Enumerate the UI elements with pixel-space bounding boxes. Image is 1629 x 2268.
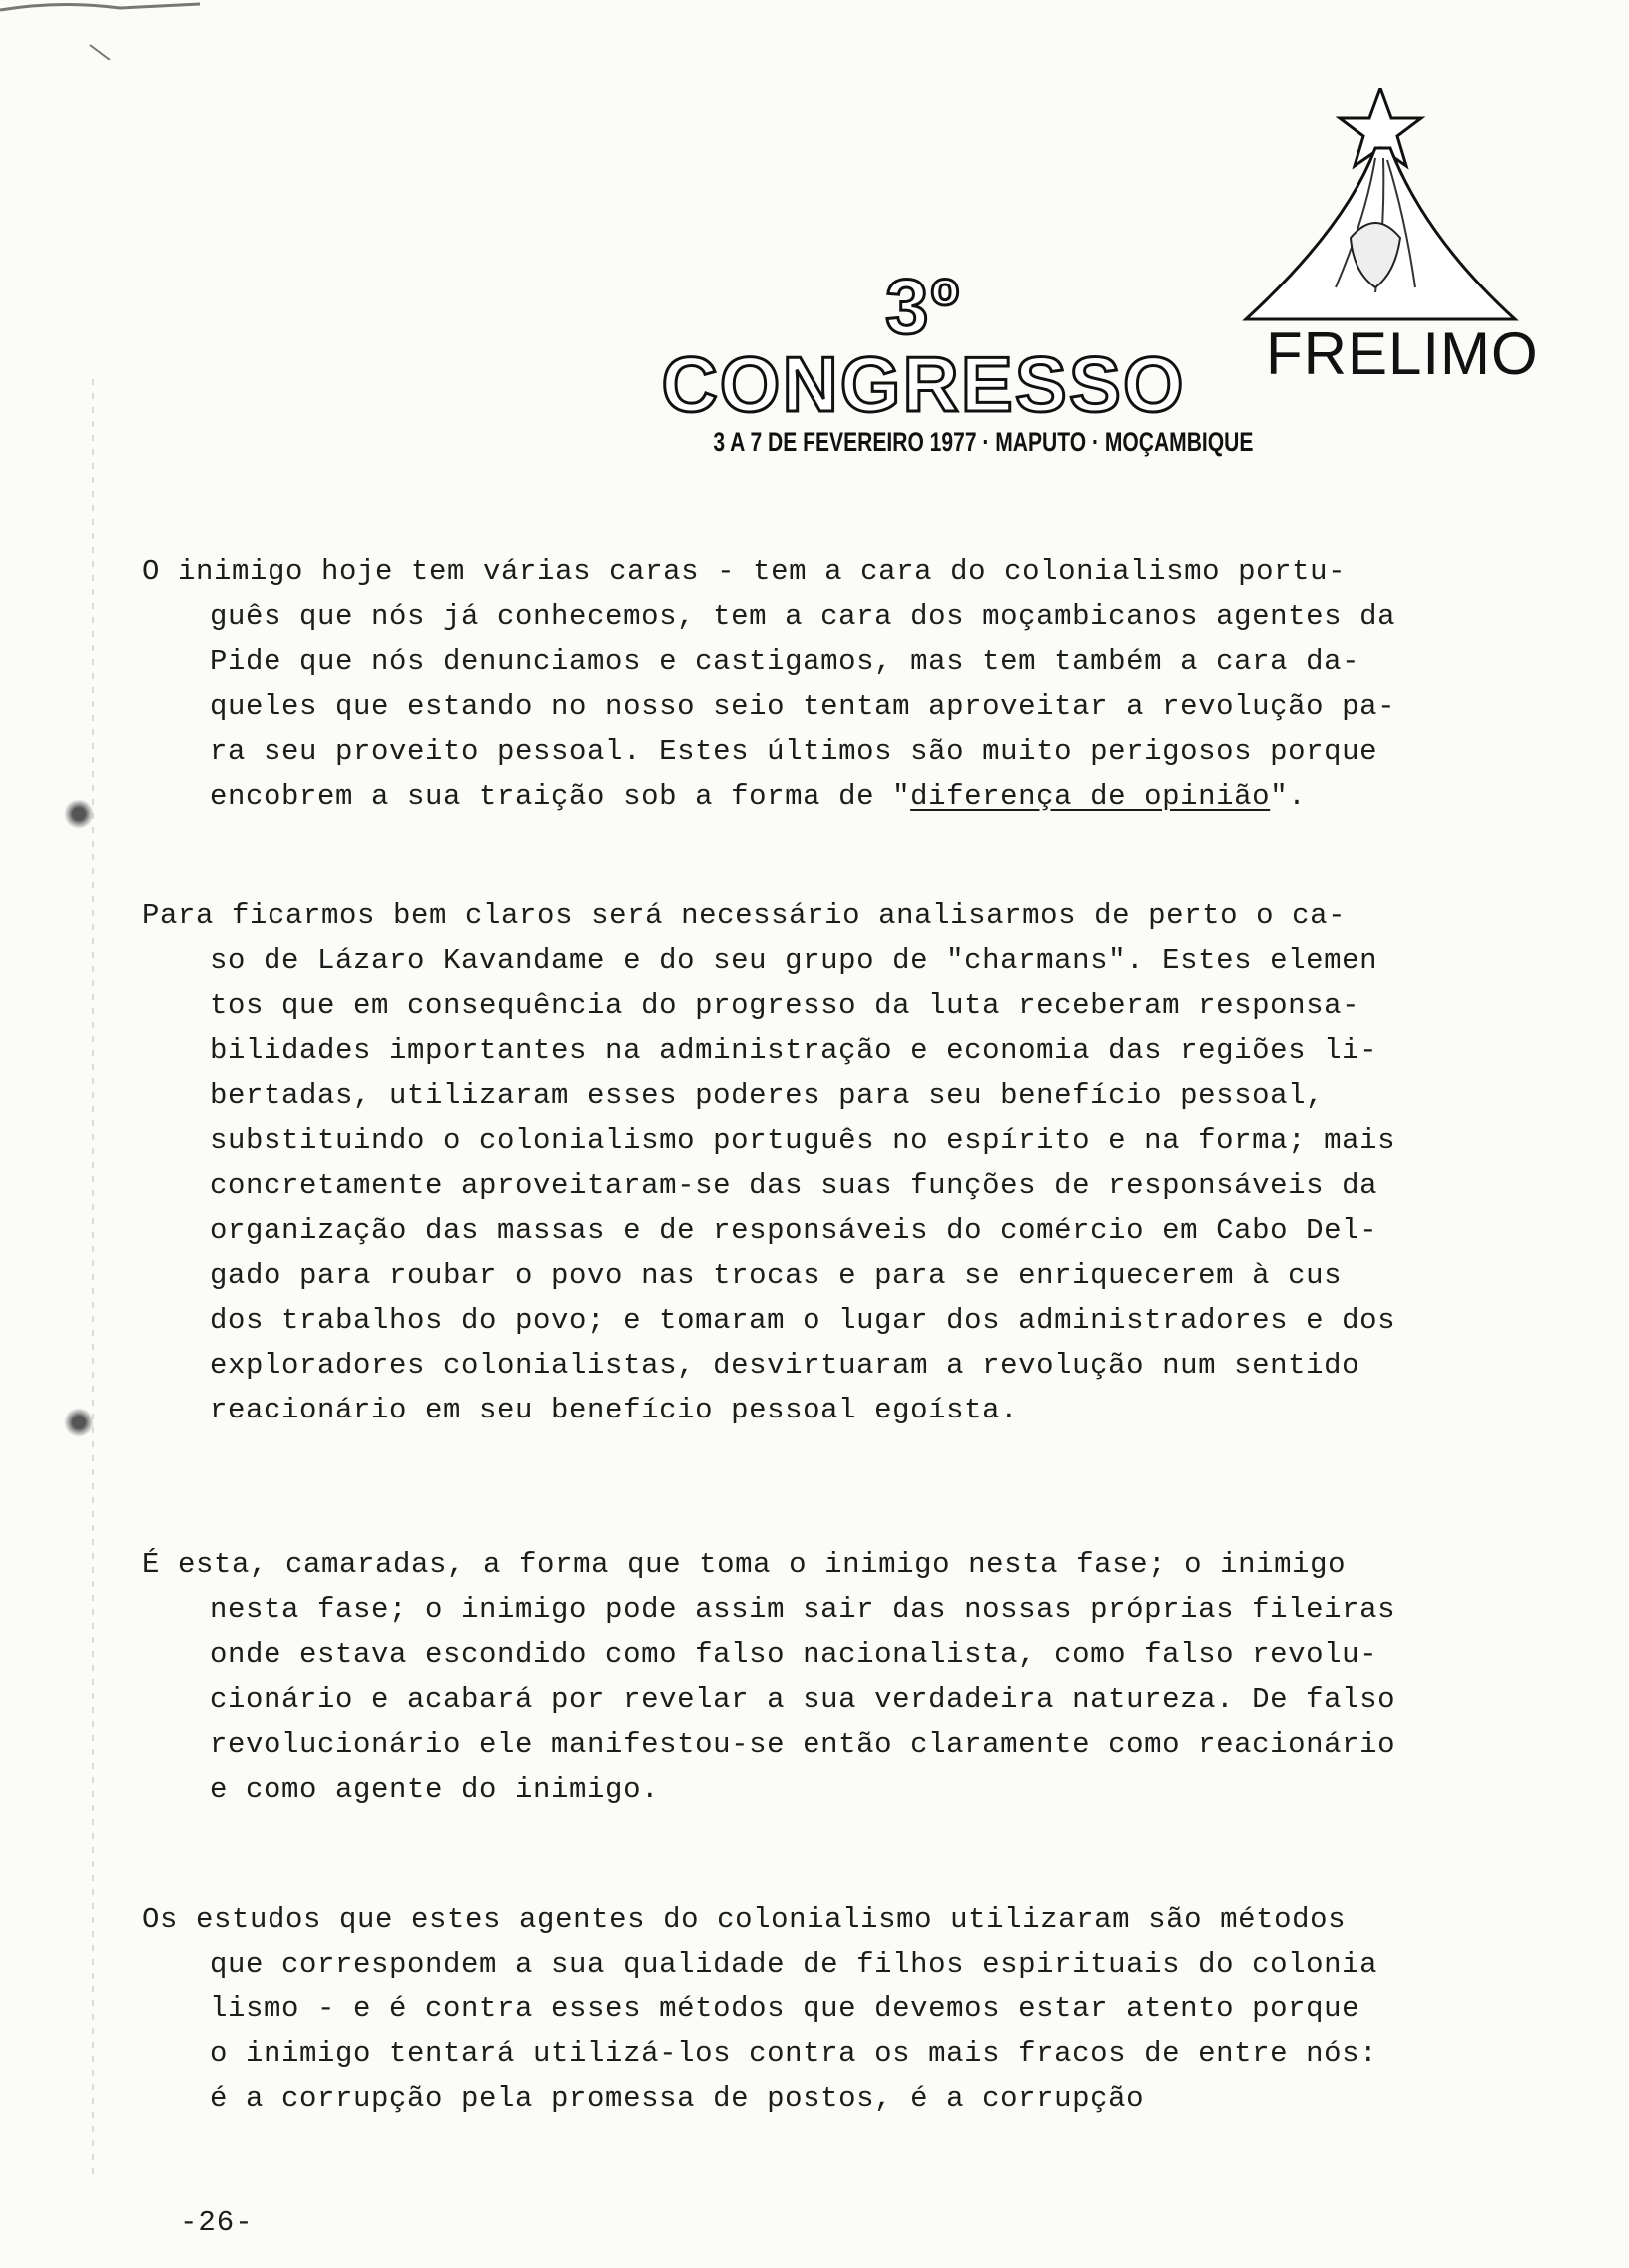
text-line: bertadas, utilizaram esses poderes para seu benefício pessoal,	[210, 1079, 1325, 1112]
text-line: concretamente aproveitaram-se das suas funções de responsáveis da	[210, 1169, 1378, 1202]
text-line: ra seu proveito pessoal. Estes últimos são muito perigosos porque	[210, 735, 1378, 768]
punch-hole-top	[64, 799, 94, 829]
text-line: guês que nós já conhecemos, tem a cara dos moçambicanos agentes da	[210, 600, 1396, 633]
text-line: revolucionário ele manifestou-se então claramente como reacionário	[210, 1728, 1396, 1761]
text-line: Pide que nós denunciamos e castigamos, mas tem também a cara da-	[210, 645, 1360, 678]
paragraph-3	[142, 1542, 1579, 1812]
text-line: gado para roubar o povo nas trocas e para se enriquecerem à cus	[210, 1259, 1343, 1292]
text-line: cionário e acabará por revelar a sua verdadeira natureza. De falso	[210, 1683, 1396, 1716]
underlined-phrase: diferença de opinião	[910, 780, 1271, 813]
congress-header	[654, 263, 1254, 458]
text-line: e como agente do inimigo.	[210, 1773, 660, 1806]
text-line: lismo - e é contra esses métodos que devemos estar atento porque	[210, 1992, 1360, 2025]
text-line: nesta fase; o inimigo pode assim sair das nossas próprias fileiras	[210, 1593, 1396, 1626]
text-line: bilidades importantes na administração e economia das regiões li-	[210, 1034, 1378, 1067]
congress-title: 3º CONGRESSO	[661, 263, 1186, 428]
text-line: reacionário em seu benefício pessoal egoísta.	[210, 1394, 1019, 1426]
text-line: queles que estando no nosso seio tentam aproveitar a revolução pa-	[210, 690, 1396, 723]
scan-corner-mark	[0, 0, 240, 60]
text-line: que correspondem a sua qualidade de filhos espirituais do colonia	[210, 1948, 1378, 1981]
scan-binding-edge	[92, 379, 94, 2176]
text-line: o inimigo tentará utilizá-los contra os mais fracos de entre nós:	[210, 2037, 1378, 2070]
paragraph-4	[142, 1897, 1579, 2121]
text-line: so de Lázaro Kavandame e do seu grupo de "charmans". Estes elemen	[210, 944, 1378, 977]
congress-subtitle: 3 A 7 DE FEVEREIRO 1977 · MAPUTO · MOÇAMBIQUE	[713, 427, 1254, 457]
frelimo-star-torch-logo-icon	[1226, 88, 1525, 327]
text-line: Os estudos que estes agentes do colonialismo utilizaram são métodos	[142, 1903, 1347, 1936]
text-fragment: encobrem a sua traição sob a forma de "	[210, 780, 911, 813]
page-number: -26-	[180, 2206, 254, 2239]
text-line: dos trabalhos do povo; e tomaram o lugar dos administradores e dos	[210, 1304, 1396, 1337]
text-line: tos que em consequência do progresso da luta receberam responsa-	[210, 989, 1360, 1022]
paragraph-2	[142, 893, 1579, 1432]
text-line-final	[142, 774, 1579, 819]
text-line: é a corrupção pela promessa de postos, é a corrupção	[210, 2082, 1145, 2115]
text-fragment: ".	[1270, 780, 1307, 813]
text-line: É esta, camaradas, a forma que toma o inimigo nesta fase; o inimigo	[142, 1548, 1347, 1581]
text-line: O inimigo hoje tem várias caras - tem a cara do colonialismo portu-	[142, 555, 1347, 588]
punch-hole-bottom	[64, 1408, 94, 1437]
frelimo-wordmark: FRELIMO	[1266, 320, 1539, 387]
text-line: exploradores colonialistas, desvirtuaram a revolução num sentido	[210, 1349, 1360, 1382]
text-line: organização das massas e de responsáveis do comércio em Cabo Del-	[210, 1214, 1378, 1247]
text-line: onde estava escondido como falso nacionalista, como falso revolu-	[210, 1638, 1378, 1671]
paragraph-1	[142, 549, 1579, 819]
text-line: substituindo o colonialismo português no espírito e na forma; mais	[210, 1124, 1396, 1157]
text-line: Para ficarmos bem claros será necessário analisarmos de perto o ca-	[142, 899, 1347, 932]
